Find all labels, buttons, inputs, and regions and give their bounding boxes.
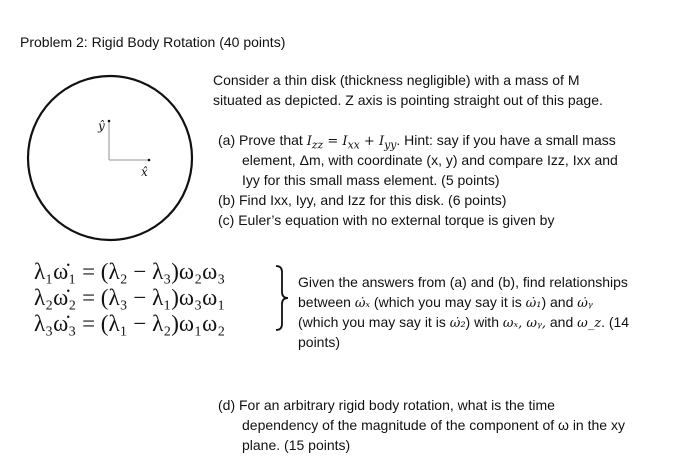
part-a-prefix: (a) Prove that xyxy=(218,132,307,148)
problem-title: Problem 2: Rigid Body Rotation (40 points) xyxy=(20,34,286,50)
given-text: (which you may say it is xyxy=(370,294,526,310)
part-a-formula: $I_{zz} = I_{xx} + I_{yy}$ xyxy=(306,134,397,152)
omega-2-dot: ω̇₂ xyxy=(449,316,466,331)
given-text: and xyxy=(545,314,578,330)
given-line-4: points) xyxy=(298,334,341,350)
given-line-1: Given the answers from (a) and (b), find relationships xyxy=(298,274,628,290)
part-d-line-2: dependency of the magnitude of the component of ω in the xy xyxy=(242,417,625,433)
omega-x-dot: ω̇ₓ xyxy=(354,296,371,311)
x-axis-label: x̂ xyxy=(141,165,148,179)
given-text: (which you may say it is xyxy=(298,314,450,330)
part-d-line-3: plane. (15 points) xyxy=(242,437,351,453)
given-text: between xyxy=(298,294,355,310)
equation-brace xyxy=(276,266,288,330)
euler-equation-3: λ₃ω̇₃ = (λ₁ − λ₂)ω₁ω₂ xyxy=(34,311,226,336)
given-text: . (14 xyxy=(601,314,630,330)
omega-y-dot: ω̇ᵧ xyxy=(577,296,593,311)
intro-line-2: situated as depicted. Z axis is pointing straight out of this page. xyxy=(213,92,603,108)
part-b: (b) Find Ixx, Iyy, and Izz for this disk. (6 points) xyxy=(218,192,507,208)
intro-line-1: Consider a thin disk (thickness negligible) with a mass of M xyxy=(213,72,580,88)
given-text: ) with xyxy=(465,314,503,330)
y-axis-tip xyxy=(108,120,111,123)
omega-1-dot: ω̇₁ xyxy=(525,296,542,311)
y-axis-label: ŷ xyxy=(98,119,105,133)
omega-xy: ωₓ, ωᵧ, xyxy=(502,316,546,331)
given-line-3 xyxy=(298,312,629,334)
part-c: (c) Euler’s equation with no external torque is given by xyxy=(218,212,555,228)
given-text: ) and xyxy=(541,294,578,310)
x-axis-tip xyxy=(148,159,151,162)
disk-circle xyxy=(28,76,192,240)
given-line-2 xyxy=(298,292,593,314)
part-a-suffix: . Hint: say if you have a small mass xyxy=(396,132,616,148)
part-d-line-1: (d) For an arbitrary rigid body rotation, what is the time xyxy=(218,397,555,413)
omega-z: ω_z xyxy=(577,316,602,331)
euler-equation-1: λ₁ω̇₁ = (λ₂ − λ₃)ω₂ω₃ xyxy=(34,259,226,284)
part-a-line-2: element, Δm, with coordinate (x, y) and compare Izz, Ixx and xyxy=(242,152,618,168)
part-a-line-3: Iyy for this small mass element. (5 points) xyxy=(242,172,500,188)
euler-equation-2: λ₂ω̇₂ = (λ₃ − λ₁)ω₃ω₁ xyxy=(34,285,226,310)
